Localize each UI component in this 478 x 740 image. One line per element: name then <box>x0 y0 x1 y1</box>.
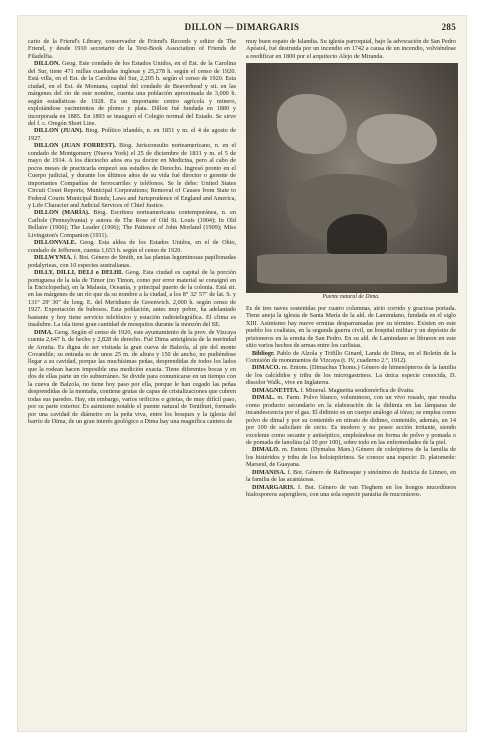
entry-text: f. Bot. Género de Smith, en las plantas leguminosas papilionadas podalyrieas, con 10 especies australianas. <box>28 254 236 269</box>
entry-text: Biog. Escritora norteamericana contemporánea, n. en Carlisle (Pennsylvania) y autora de The Rose of Old St. Louis (1904); In Old Bellaire (1906); The Leader (1906); The Patience of John Morland (1909); Miss Livingston's Companion (1911). <box>28 209 237 239</box>
dictionary-entry <box>246 387 456 394</box>
entry-text: cario de la Friend's Library, conservador de Friend's Records y editor de The Friend, y desde 1910 secretario de la Text-Book Association of Friends de Filadelfia. <box>28 38 236 60</box>
entry-text: muy buen espato de Islandia. Su iglesia parroquial, bajo la advocación de San Pedro Apóstol, fué destruida por un incendio en 1742 a causa de un incendio, volviéndose a reedificar en 1800 por el arquitecto Alejo de Miranda. <box>246 38 456 60</box>
dictionary-entry <box>246 350 456 365</box>
dictionary-entry <box>28 142 236 209</box>
entry-headword: DILLON. <box>34 60 60 68</box>
dictionary-entry <box>28 239 236 254</box>
entry-text: m. Entom. (Dimachus Thoms.) Género de himenópteros de la familia de los calcídidos y tribu de los microgastrinos. La única especie conocida, D. dissolor Walk., vive en Inglaterra. <box>246 364 457 387</box>
dictionary-entry <box>28 127 236 142</box>
left-column <box>28 38 236 426</box>
entry-headword: DIMAL. <box>252 394 275 402</box>
figure-caption: Puente natural de Dima. <box>322 294 380 301</box>
photo-rock-shape <box>277 94 347 154</box>
dictionary-entry <box>246 469 456 484</box>
running-head: DILLON — DIMARGARIS <box>184 22 300 32</box>
entry-headword: DIMA. <box>34 328 53 336</box>
page-header <box>28 22 456 36</box>
entry-headword: DILLWYNIA. <box>34 254 73 262</box>
entry-text: Geog. Según el censo de 1920, este ayuntamiento de la prov. de Vizcaya cuenta 2,647 h. de hecho y 2,828 de derecho. Fué Dima anteiglesia de la merindad de Arratia. Es digna de ser visitada la gran cueva de Balzola, al pie del monte Covandile; su entrada es de unos 25 m. de altura y 150 de ancho, no pudiéndose llegar a su cavidad, porque las muchísimas peñas, desprendidas de todos los lados que la rodean hacen imposible una medición exacta. Tiene diferentes bocas y en dos de ellas parte un río subterráneo. Se divide para comunicarse en un tiempo con la cueva de Balzola, no tiene hoy paso por ella, porque le han cegado las peñas desprendidas de la montaña, contiene grutas de capas de cristalizaciones que cubren todas sus paredes. Hay, sin embargo, varios orificios o grietas, de muy difícil paso, por su parte exterior. Es asimismo notable el puente natural de Tentiburi, formado por una cavidad de diámetro en la peña viva, entre los bosques y la iglesia del barrio de Dima, de un gran interés geológico a Dima hay una magnífica cantera de <box>28 328 237 426</box>
photo-arch-opening <box>327 214 387 254</box>
entry-text: m. Entom. (Dymalus Mars.) Género de coleópteros de la familia de los histéridos y tribu de los holoiepitrinos. Se conoce una especie: D. platomede: Marseul, de Guayana. <box>246 446 457 469</box>
entry-headword: DILLON (MARÍA). <box>34 209 90 217</box>
photo-ground-shape <box>257 254 447 284</box>
entry-headword: DILLY, DILLI, DELI o DELHI. <box>34 269 123 277</box>
right-column <box>246 38 456 499</box>
dictionary-entry <box>28 209 236 239</box>
entry-headword: DILLON (JUAN). <box>34 127 83 135</box>
entry-text: m. Farm. Polvo blanco, voluminoso, con un vivo rosado, que resulta como producto secundario en la elaboración de la didimia en las lámparas de incandescencia por el gas. El didimio es un cuerpo análogo al tórax; se emplea como polvo de dimal y por su contenido en nitrato de didimo, contenido, además, un 14 por 100 de salicilato de cerio. Es inodoro y no posee acción irritante, siendo excelente como secante y antiséptico, empleándose en forma de polvo y pomada o de pomada de lanolina (al 10 por 100), sobre todo en las enfermedades de la piel. <box>246 394 456 446</box>
right-column-bottom <box>246 305 456 499</box>
entry-headword: Bibliogr. <box>252 349 275 357</box>
entry-text: f. Mineral. Magnetita seudomórfica de ilvaita. <box>300 386 415 394</box>
entry-headword: DIMALO. <box>252 446 280 454</box>
entry-text: Pablo de Alzola y Trifillo Ginard, Landa de Dima, en el Boletín de la Comisión de monumentos de Vizcaya (t. IV, cuaderno 2.º, 1912). <box>246 349 457 364</box>
entry-headword: DIMARGARIS. <box>252 483 295 491</box>
dictionary-entry <box>28 329 236 426</box>
page-number: 285 <box>441 22 456 32</box>
continued-paragraph <box>246 38 456 60</box>
entry-text: Geog. Esta aldea de los Estados Unidos, en el de Ohio, condado de Jefferson, cuenta 1,653 h. según el censo de 1920. <box>28 239 236 254</box>
right-column-top <box>246 38 456 60</box>
dictionary-entry <box>246 484 456 499</box>
entry-headword: DIMAGNETITA. <box>252 386 299 394</box>
entry-text: f. Bot. Género de Rafinesque y sinónimo de Justicia de Linneo, en la familia de las acantáceas. <box>246 468 456 484</box>
entry-text: Geog. Esta ciudad es capital de la porción portuguesa de la isla de Timor (no Timon, como por error material se consignó en la Enciclopedia), en la Malasia, Oceanía, y principal puerto de la colonia. Está sit. en las márgenes de un río que da su nombre a la ciudad, a los 8° 32' 57" de lat. S. y 131° 29' 30" de long. E. del Meridiano de Greenwich. 2,000 h. según censo de 1927. Exportación de bubosos. Esta población, antes muy pobre, ha adelantado bastante y hoy tiene servicio telefónico y estación radiotelegráfica. El clima es insalubre. La isla tiene gran cantidad de mosquitos durante la monzón del SE. <box>28 269 237 329</box>
continued-paragraph <box>28 38 236 60</box>
entry-headword: DILLON (JUAN FORREST). <box>34 142 117 150</box>
dictionary-entry <box>246 394 456 446</box>
encyclopedia-page <box>18 16 466 731</box>
photo-rock-shape <box>357 114 437 164</box>
dictionary-entry <box>28 60 236 127</box>
dictionary-entry <box>28 254 236 269</box>
natural-bridge-photo <box>246 63 458 293</box>
entry-headword: DILLONVALE. <box>34 239 77 247</box>
dictionary-entry <box>246 446 456 468</box>
entry-text: Biog. Político irlandés, n. en 1851 y m. el 4 de agosto de 1927. <box>28 127 237 142</box>
entry-text: Geog. Este condado de los Estados Unidos, en el Est. de la Carolina del Sur, tiene 471 millas cuadradas inglesas y 25,278 h. según el censo de 1920. Está villa, en el Est. de la Carolina del Sur, 2,205 h. según el censo de 1920. Esta ciudad, en el Est. de Montana, capital del condado de Beaverhead y sit. en las márgenes del río de este nombre, cuenta una población aproximada de 3,000 h. según estadísticas de 1928. Es un importante centro agrícola y minero, explotándose yacimientos de plomo y plata. Dillon fué fundada en 1880 y incorporada en 1885. En 1893 se inauguró el Colegio normal del Estado. Se sirve del f. c. Oregón Short Line. <box>28 60 236 127</box>
entry-text: f. Bot. Género de van Tieghem en los hongos mucedíneos hialosporeos aspergileos, con una sola especie parásita de mucoráceos. <box>246 483 457 499</box>
continued-paragraph <box>246 305 456 350</box>
entry-text: Biog. Jurisconsulto norteamericano, n. en el condado de Montgomery (Nueva York) el 25 de diciembre de 1831 y m. el 5 de mayo de 1914. A los dieciocho años era ya doctor en Medicina, pero al cabo de pocos meses de practicarla empezó sus estudios de Derecho. Ingresó pronto en el Cuerpo judicial, y durante los últimos años de su vida fué director o gerente de importantes Compañías de ferrocarriles y teléfonos. Se le debe: United States Circuit Court Reports; Municipal Corporations; Removal of Causes from State to Federal Courts Municipal Bonds; Laws and Jurisprudence of England and America, y Life Character and Judicial Services of Chief Justice. <box>28 142 236 209</box>
entry-headword: DIMACO. <box>252 364 281 372</box>
entry-headword: DIMANISA. <box>252 468 286 476</box>
dictionary-entry <box>28 269 236 329</box>
dictionary-entry <box>246 364 456 386</box>
entry-text: Es de tres naves sostenidas por cuatro columnas, atrio corrido y graciosa portada. Tiene aneja la iglesia de Santa María de la ald. de Lamindano, fundada en el siglo XIII. Asimismo hay nueve ermitas desparramadas por su término. Existen en este pueblo los coalistas, en la segunda guerra civil, un hospital militar y un depósito de prisioneros en la ermita de San Pedro. En su ald. de Lamindano se libraron en este sitio varios hechos de armas entre los carlistas. <box>246 304 456 350</box>
